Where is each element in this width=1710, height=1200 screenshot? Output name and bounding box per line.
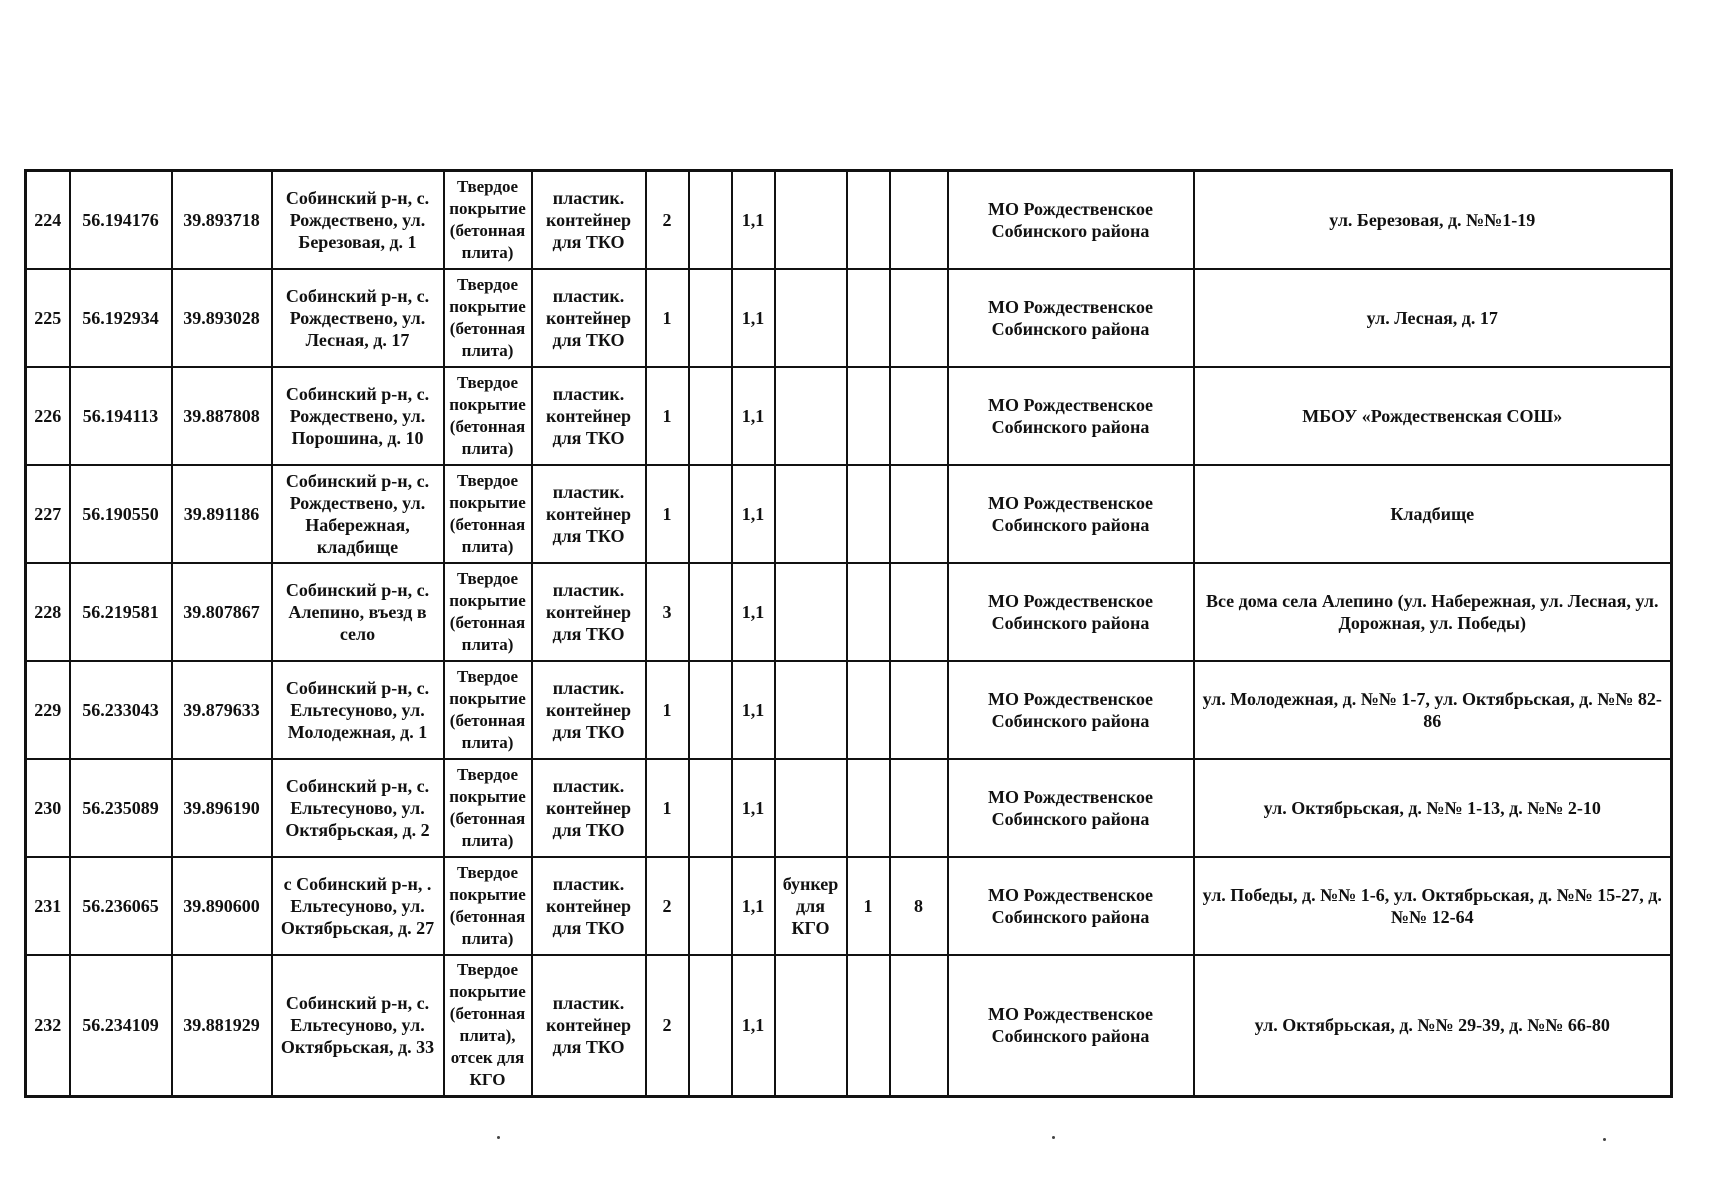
latitude-cell: 56.219581 — [70, 563, 172, 661]
empty-cell — [689, 367, 732, 465]
bunker-count-cell — [847, 759, 890, 857]
row-number-cell: 226 — [26, 367, 70, 465]
scan-speck — [1603, 1138, 1606, 1141]
longitude-cell: 39.887808 — [172, 367, 272, 465]
waste-sources-cell: ул. Молодежная, д. №№ 1-7, ул. Октябрьская, д. №№ 82-86 — [1194, 661, 1672, 759]
empty-cell — [689, 759, 732, 857]
table-row — [26, 759, 1672, 857]
container-count-cell: 1 — [646, 269, 689, 367]
table-row — [26, 955, 1672, 1097]
bunker-type-cell — [775, 563, 847, 661]
table-row — [26, 465, 1672, 563]
row-number-cell: 224 — [26, 171, 70, 269]
waste-sources-cell: МБОУ «Рождественская СОШ» — [1194, 367, 1672, 465]
longitude-cell: 39.879633 — [172, 661, 272, 759]
container-count-cell: 2 — [646, 857, 689, 955]
scan-speck — [1052, 1136, 1055, 1139]
waste-sources-cell: ул. Березовая, д. №№1-19 — [1194, 171, 1672, 269]
table-row — [26, 171, 1672, 269]
container-volume-cell: 1,1 — [732, 955, 775, 1097]
container-type-cell: пластик. контейнер для ТКО — [532, 269, 646, 367]
row-number-cell: 227 — [26, 465, 70, 563]
surface-cell: Твердое покрытие (бетонная плита) — [444, 563, 532, 661]
waste-sources-cell: ул. Лесная, д. 17 — [1194, 269, 1672, 367]
container-volume-cell: 1,1 — [732, 269, 775, 367]
bunker-count-cell — [847, 465, 890, 563]
longitude-cell: 39.890600 — [172, 857, 272, 955]
surface-cell: Твердое покрытие (бетонная плита), отсек для КГО — [444, 955, 532, 1097]
container-count-cell: 1 — [646, 367, 689, 465]
address-cell: Собинский р-н, с. Ельтесуново, ул. Молодежная, д. 1 — [272, 661, 444, 759]
owner-cell: МО Рождественское Собинского района — [948, 563, 1194, 661]
longitude-cell: 39.881929 — [172, 955, 272, 1097]
container-count-cell: 1 — [646, 759, 689, 857]
bunker-volume-cell — [890, 171, 948, 269]
address-cell: Собинский р-н, с. Алепино, въезд в село — [272, 563, 444, 661]
row-number-cell: 228 — [26, 563, 70, 661]
table-row — [26, 661, 1672, 759]
container-volume-cell: 1,1 — [732, 661, 775, 759]
address-cell: с Собинский р-н, . Ельтесуново, ул. Октябрьская, д. 27 — [272, 857, 444, 955]
container-type-cell: пластик. контейнер для ТКО — [532, 367, 646, 465]
address-cell: Собинский р-н, с. Рождествено, ул. Лесная, д. 17 — [272, 269, 444, 367]
table-row — [26, 563, 1672, 661]
container-volume-cell: 1,1 — [732, 759, 775, 857]
latitude-cell: 56.235089 — [70, 759, 172, 857]
bunker-volume-cell: 8 — [890, 857, 948, 955]
surface-cell: Твердое покрытие (бетонная плита) — [444, 465, 532, 563]
table-row — [26, 367, 1672, 465]
longitude-cell: 39.891186 — [172, 465, 272, 563]
surface-cell: Твердое покрытие (бетонная плита) — [444, 759, 532, 857]
bunker-volume-cell — [890, 269, 948, 367]
bunker-type-cell — [775, 661, 847, 759]
bunker-volume-cell — [890, 563, 948, 661]
scan-speck — [497, 1136, 500, 1139]
container-sites-table — [24, 169, 1673, 1098]
bunker-volume-cell — [890, 465, 948, 563]
container-volume-cell: 1,1 — [732, 465, 775, 563]
owner-cell: МО Рождественское Собинского района — [948, 465, 1194, 563]
bunker-volume-cell — [890, 367, 948, 465]
container-type-cell: пластик. контейнер для ТКО — [532, 171, 646, 269]
bunker-count-cell — [847, 955, 890, 1097]
container-type-cell: пластик. контейнер для ТКО — [532, 661, 646, 759]
container-type-cell: пластик. контейнер для ТКО — [532, 955, 646, 1097]
address-cell: Собинский р-н, с. Рождествено, ул. Набережная, кладбище — [272, 465, 444, 563]
longitude-cell: 39.893028 — [172, 269, 272, 367]
owner-cell: МО Рождественское Собинского района — [948, 857, 1194, 955]
row-number-cell: 232 — [26, 955, 70, 1097]
surface-cell: Твердое покрытие (бетонная плита) — [444, 367, 532, 465]
surface-cell: Твердое покрытие (бетонная плита) — [444, 661, 532, 759]
container-count-cell: 1 — [646, 465, 689, 563]
latitude-cell: 56.192934 — [70, 269, 172, 367]
waste-sources-cell: ул. Октябрьская, д. №№ 1-13, д. №№ 2-10 — [1194, 759, 1672, 857]
container-type-cell: пластик. контейнер для ТКО — [532, 857, 646, 955]
container-type-cell: пластик. контейнер для ТКО — [532, 563, 646, 661]
row-number-cell: 231 — [26, 857, 70, 955]
bunker-count-cell — [847, 563, 890, 661]
bunker-count-cell — [847, 367, 890, 465]
latitude-cell: 56.236065 — [70, 857, 172, 955]
address-cell: Собинский р-н, с. Рождествено, ул. Березовая, д. 1 — [272, 171, 444, 269]
container-count-cell: 1 — [646, 661, 689, 759]
owner-cell: МО Рождественское Собинского района — [948, 759, 1194, 857]
empty-cell — [689, 857, 732, 955]
container-count-cell: 3 — [646, 563, 689, 661]
bunker-type-cell — [775, 759, 847, 857]
container-type-cell: пластик. контейнер для ТКО — [532, 465, 646, 563]
empty-cell — [689, 465, 732, 563]
waste-sources-cell: ул. Октябрьская, д. №№ 29-39, д. №№ 66-80 — [1194, 955, 1672, 1097]
latitude-cell: 56.234109 — [70, 955, 172, 1097]
owner-cell: МО Рождественское Собинского района — [948, 661, 1194, 759]
longitude-cell: 39.807867 — [172, 563, 272, 661]
bunker-type-cell — [775, 465, 847, 563]
container-volume-cell: 1,1 — [732, 857, 775, 955]
waste-sources-cell: Все дома села Алепино (ул. Набережная, ул. Лесная, ул. Дорожная, ул. Победы) — [1194, 563, 1672, 661]
bunker-count-cell — [847, 269, 890, 367]
owner-cell: МО Рождественское Собинского района — [948, 955, 1194, 1097]
container-volume-cell: 1,1 — [732, 171, 775, 269]
owner-cell: МО Рождественское Собинского района — [948, 269, 1194, 367]
bunker-type-cell — [775, 269, 847, 367]
bunker-volume-cell — [890, 661, 948, 759]
row-number-cell: 229 — [26, 661, 70, 759]
surface-cell: Твердое покрытие (бетонная плита) — [444, 857, 532, 955]
latitude-cell: 56.194176 — [70, 171, 172, 269]
bunker-type-cell: бункер для КГО — [775, 857, 847, 955]
container-type-cell: пластик. контейнер для ТКО — [532, 759, 646, 857]
empty-cell — [689, 563, 732, 661]
empty-cell — [689, 269, 732, 367]
row-number-cell: 230 — [26, 759, 70, 857]
owner-cell: МО Рождественское Собинского района — [948, 171, 1194, 269]
bunker-type-cell — [775, 171, 847, 269]
surface-cell: Твердое покрытие (бетонная плита) — [444, 171, 532, 269]
table-row — [26, 269, 1672, 367]
bunker-type-cell — [775, 367, 847, 465]
bunker-volume-cell — [890, 955, 948, 1097]
bunker-count-cell — [847, 171, 890, 269]
container-volume-cell: 1,1 — [732, 563, 775, 661]
table-row — [26, 857, 1672, 955]
table-body — [26, 171, 1672, 1097]
waste-sources-cell: ул. Победы, д. №№ 1-6, ул. Октябрьская, д. №№ 15-27, д. №№ 12-64 — [1194, 857, 1672, 955]
empty-cell — [689, 955, 732, 1097]
waste-sources-cell: Кладбище — [1194, 465, 1672, 563]
latitude-cell: 56.190550 — [70, 465, 172, 563]
row-number-cell: 225 — [26, 269, 70, 367]
container-volume-cell: 1,1 — [732, 367, 775, 465]
surface-cell: Твердое покрытие (бетонная плита) — [444, 269, 532, 367]
latitude-cell: 56.194113 — [70, 367, 172, 465]
empty-cell — [689, 171, 732, 269]
bunker-count-cell — [847, 661, 890, 759]
container-count-cell: 2 — [646, 955, 689, 1097]
bunker-volume-cell — [890, 759, 948, 857]
container-count-cell: 2 — [646, 171, 689, 269]
bunker-count-cell: 1 — [847, 857, 890, 955]
address-cell: Собинский р-н, с. Ельтесуново, ул. Октябрьская, д. 33 — [272, 955, 444, 1097]
address-cell: Собинский р-н, с. Ельтесуново, ул. Октябрьская, д. 2 — [272, 759, 444, 857]
empty-cell — [689, 661, 732, 759]
owner-cell: МО Рождественское Собинского района — [948, 367, 1194, 465]
longitude-cell: 39.893718 — [172, 171, 272, 269]
latitude-cell: 56.233043 — [70, 661, 172, 759]
bunker-type-cell — [775, 955, 847, 1097]
longitude-cell: 39.896190 — [172, 759, 272, 857]
address-cell: Собинский р-н, с. Рождествено, ул. Порошина, д. 10 — [272, 367, 444, 465]
